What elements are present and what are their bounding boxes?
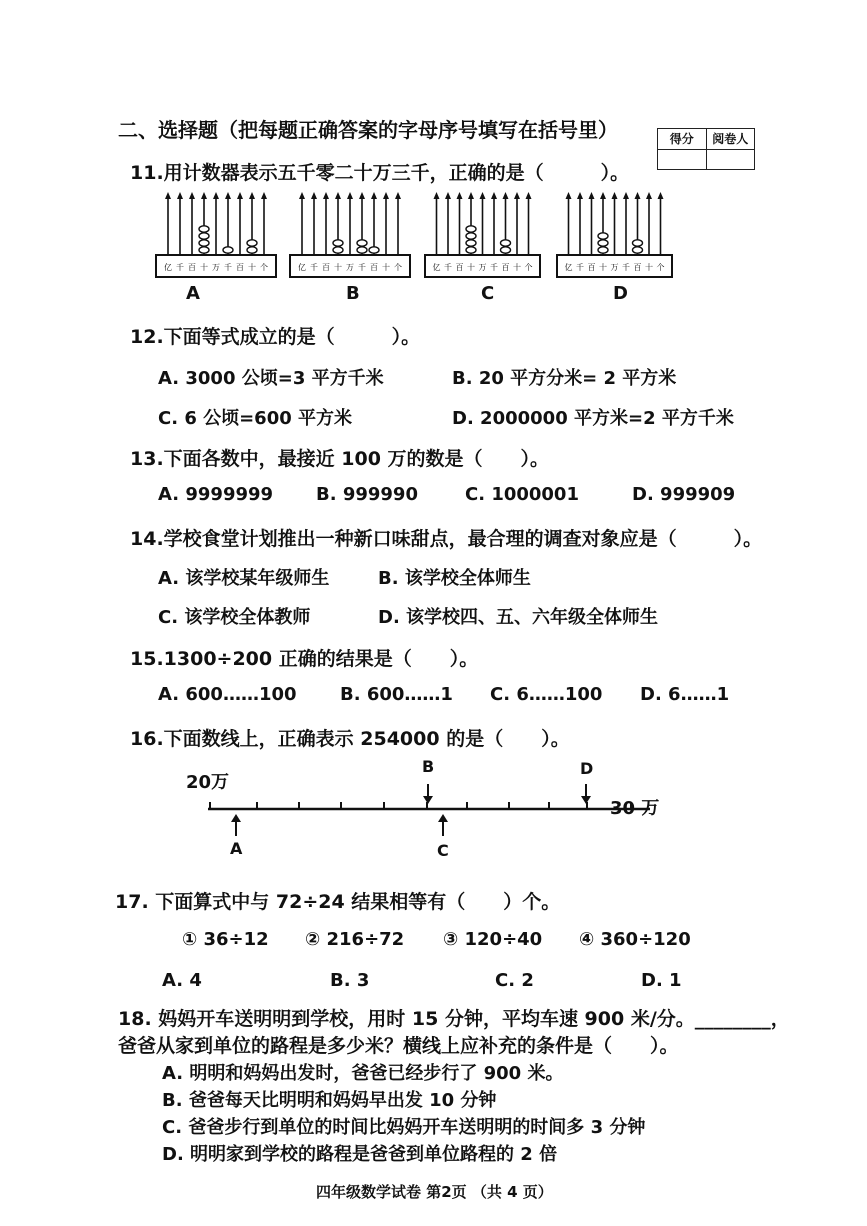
point-label-c: C: [437, 841, 449, 860]
svg-text:百: 百: [501, 263, 510, 272]
q18-option-b: B. 爸爸每天比明明和妈妈早出发 10 分钟: [162, 1090, 497, 1111]
number-line-left-label: 20万: [186, 772, 230, 793]
svg-text:千: 千: [358, 263, 366, 272]
q15-option-b: B. 600……1: [340, 684, 453, 705]
svg-text:十: 十: [248, 263, 256, 272]
svg-text:百: 百: [370, 263, 378, 272]
q18-option-d: D. 明明家到学校的路程是爸爸到单位路程的 2 倍: [162, 1144, 558, 1165]
q18-line2: 爸爸从家到单位的路程是多少米？横线上应补充的条件是（ ）。: [118, 1035, 679, 1057]
abacus-label-c: C: [481, 283, 495, 304]
q13-option-a: A. 9999999: [158, 484, 274, 505]
number-line: [0, 752, 867, 862]
q14-option-c: C. 该学校全体教师: [158, 607, 311, 628]
q12-option-c: C. 6 公顷=600 平方米: [158, 408, 353, 429]
svg-text:十: 十: [467, 263, 475, 272]
grader-cell[interactable]: [706, 149, 755, 170]
point-label-d: D: [580, 759, 594, 778]
svg-text:个: 个: [260, 263, 268, 272]
q18-option-c: C. 爸爸步行到单位的时间比妈妈开车送明明的时间多 3 分钟: [162, 1117, 646, 1138]
q17-option-d: D. 1: [641, 970, 682, 991]
q13-stem: 13.下面各数中，最接近 100 万的数是（ ）。: [130, 448, 550, 470]
svg-text:亿: 亿: [298, 263, 306, 272]
svg-text:万: 万: [346, 263, 354, 272]
arrow-c: [438, 814, 448, 836]
svg-text:千: 千: [576, 263, 584, 272]
svg-text:万: 万: [478, 263, 487, 272]
svg-text:亿: 亿: [164, 263, 172, 272]
q11-stem: 11.用计数器表示五千零二十万三千，正确的是（ ）。: [130, 162, 630, 184]
svg-text:亿: 亿: [432, 263, 441, 272]
q14-option-a: A. 该学校某年级师生: [158, 568, 330, 589]
abacus-b: [290, 192, 410, 277]
q13-option-d: D. 999909: [632, 484, 736, 505]
svg-text:个: 个: [524, 263, 533, 272]
abacus-label-d: D: [613, 283, 628, 304]
q16-stem: 16.下面数线上，正确表示 254000 的是（ ）。: [130, 728, 570, 750]
q14-option-d: D. 该学校四、五、六年级全体师生: [378, 607, 659, 628]
q13-option-c: C. 1000001: [465, 484, 579, 505]
abacus-c: [425, 192, 540, 277]
q12-option-b: B. 20 平方分米= 2 平方米: [452, 368, 677, 389]
svg-text:万: 万: [610, 263, 619, 272]
svg-text:个: 个: [394, 263, 402, 272]
svg-text:百: 百: [633, 263, 642, 272]
q15-option-a: A. 600……100: [158, 684, 297, 705]
score-cell[interactable]: [658, 149, 707, 170]
svg-text:千: 千: [310, 263, 318, 272]
q17-expr-2: ② 216÷72: [305, 929, 405, 950]
arrow-a: [231, 814, 241, 836]
abacus-label-b: B: [346, 283, 360, 304]
svg-text:千: 千: [444, 263, 452, 272]
q14-option-b: B. 该学校全体师生: [378, 568, 531, 589]
svg-text:个: 个: [656, 263, 665, 272]
page-footer: 四年级数学试卷 第2页 （共 4 页）: [316, 1183, 553, 1201]
q15-option-d: D. 6……1: [640, 684, 730, 705]
q15-option-c: C. 6……100: [490, 684, 603, 705]
q15-stem: 15.1300÷200 正确的结果是（ ）。: [130, 648, 479, 670]
q18-line1: 18. 妈妈开车送明明到学校，用时 15 分钟，平均车速 900 米/分。________，: [118, 1008, 790, 1030]
svg-text:十: 十: [382, 263, 390, 272]
svg-text:千: 千: [224, 263, 232, 272]
svg-text:百: 百: [188, 263, 196, 272]
svg-text:十: 十: [599, 263, 607, 272]
svg-text:百: 百: [455, 263, 464, 272]
section-title: 二、选择题（把每题正确答案的字母序号填写在括号里）: [118, 118, 618, 142]
svg-text:百: 百: [587, 263, 596, 272]
svg-text:千: 千: [622, 263, 630, 272]
q17-option-a: A. 4: [162, 970, 202, 991]
q17-stem: 17. 下面算式中与 72÷24 结果相等有（ ）个。: [115, 891, 561, 913]
score-header: 得分: [658, 129, 707, 150]
q18-option-a: A. 明明和妈妈出发时，爸爸已经步行了 900 米。: [162, 1063, 564, 1084]
svg-text:百: 百: [322, 263, 330, 272]
abacus-d: [557, 192, 672, 277]
svg-text:十: 十: [513, 263, 521, 272]
q17-expr-4: ④ 360÷120: [579, 929, 691, 950]
point-label-a: A: [230, 839, 243, 858]
q12-option-d: D. 2000000 平方米=2 平方千米: [452, 408, 734, 429]
abacus-figures: [0, 185, 867, 305]
score-box: [657, 128, 755, 170]
svg-text:十: 十: [200, 263, 208, 272]
abacus-a: [156, 192, 276, 277]
q12-option-a: A. 3000 公顷=3 平方千米: [158, 368, 384, 389]
q12-stem: 12.下面等式成立的是（ ）。: [130, 326, 421, 348]
svg-text:千: 千: [176, 263, 184, 272]
svg-text:十: 十: [334, 263, 342, 272]
grader-header: 阅卷人: [706, 129, 755, 150]
q17-expr-1: ① 36÷12: [182, 929, 269, 950]
q17-expr-3: ③ 120÷40: [443, 929, 543, 950]
point-label-b: B: [422, 757, 435, 776]
svg-text:亿: 亿: [564, 263, 573, 272]
q13-option-b: B. 999990: [316, 484, 418, 505]
number-line-right-label: 30 万: [610, 798, 660, 819]
arrow-b: [423, 784, 433, 804]
q14-stem: 14.学校食堂计划推出一种新口味甜点，最合理的调查对象应是（ ）。: [130, 528, 763, 550]
svg-text:千: 千: [490, 263, 498, 272]
svg-text:万: 万: [212, 263, 220, 272]
svg-text:十: 十: [645, 263, 653, 272]
q17-option-b: B. 3: [330, 970, 370, 991]
arrow-d: [581, 784, 591, 804]
q17-option-c: C. 2: [495, 970, 534, 991]
abacus-label-a: A: [186, 283, 200, 304]
svg-text:百: 百: [236, 263, 244, 272]
